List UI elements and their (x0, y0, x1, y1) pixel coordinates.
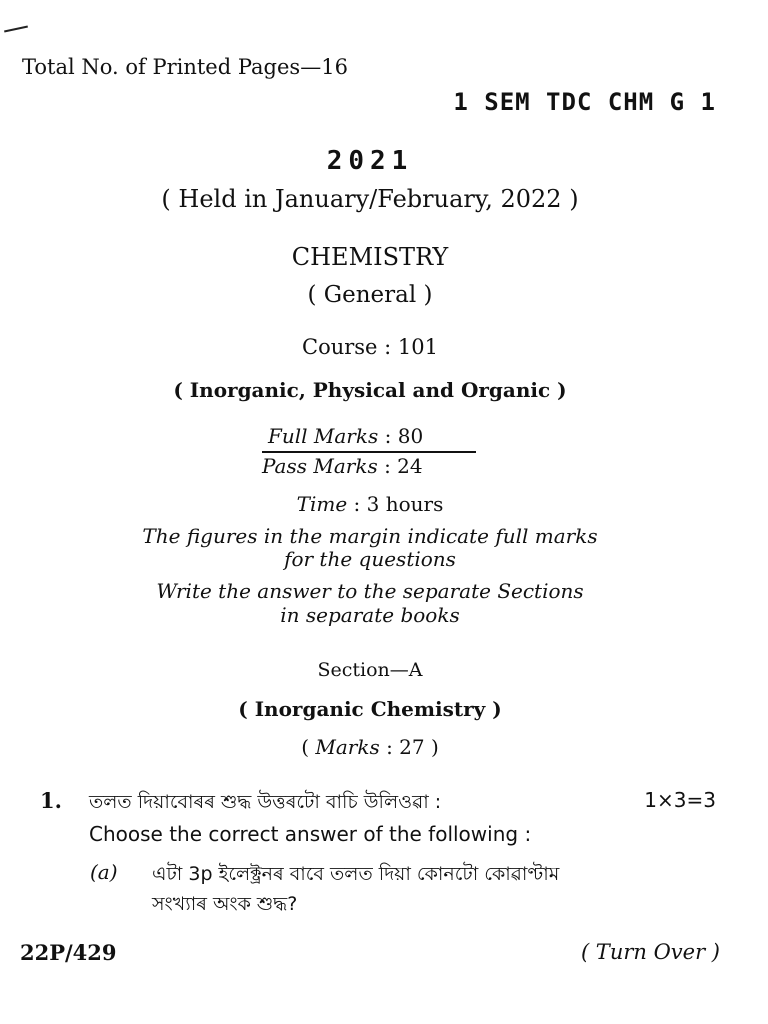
instruction-marks-line-1: The figures in the margin indicate full marks (142, 524, 598, 548)
question-marks: 1×3=3 (644, 788, 716, 812)
subject-level: ( General ) (307, 282, 433, 308)
question-assamese-instruction: তলত দিয়াবোৰৰ শুদ্ধ উত্তৰটো বাচি উলিওৱা : (89, 791, 442, 813)
section-marks (0, 735, 740, 759)
full-marks-label: Full Marks (268, 424, 379, 448)
turn-over-note: ( Turn Over ) (580, 940, 720, 964)
pass-marks (262, 454, 423, 478)
course-number: Course : 101 (302, 335, 438, 359)
instruction-marks-line-2: for the questions (284, 547, 456, 571)
time-value: : 3 hours (353, 492, 444, 516)
part-a-label: (a) (90, 860, 118, 884)
marks-divider (262, 451, 476, 453)
footer-code: 22P/429 (20, 940, 117, 965)
exam-year: 2021 (326, 146, 414, 176)
section-marks-label: Marks (315, 735, 380, 759)
full-marks (268, 424, 423, 448)
part-a-text-line-1: এটা 3p ইলেক্ট্ৰনৰ বাবে তলত দিয়া কোনটো কোৱাণ্টাম (152, 863, 560, 885)
question-number: 1. (40, 788, 62, 813)
held-in: ( Held in January/February, 2022 ) (161, 185, 579, 213)
printed-pages-count: Total No. of Printed Pages—16 (22, 55, 348, 79)
subject-title: CHEMISTRY (291, 243, 449, 271)
section-name: ( Inorganic Chemistry ) (238, 697, 502, 721)
part-a-text-line-2: সংখ্যাৰ অংক শুদ্ধ? (152, 893, 298, 915)
instruction-sections-line-1: Write the answer to the separate Sections (156, 579, 584, 603)
pass-marks-label: Pass Marks (262, 454, 378, 478)
course-topics: ( Inorganic, Physical and Organic ) (173, 378, 567, 402)
full-marks-value: : 80 (384, 424, 424, 448)
time-allowed (0, 492, 740, 516)
question-english-instruction: Choose the correct answer of the following : (89, 822, 532, 846)
section-marks-value: : 27 ) (386, 735, 439, 759)
instruction-sections-line-2: in separate books (280, 603, 460, 627)
paper-code: 1 SEM TDC CHM G 1 (453, 88, 716, 116)
section-marks-open: ( (301, 735, 309, 759)
pass-marks-value: : 24 (384, 454, 423, 478)
section-title: Section—A (317, 659, 423, 681)
pen-mark (4, 26, 28, 33)
time-label: Time (296, 492, 348, 516)
